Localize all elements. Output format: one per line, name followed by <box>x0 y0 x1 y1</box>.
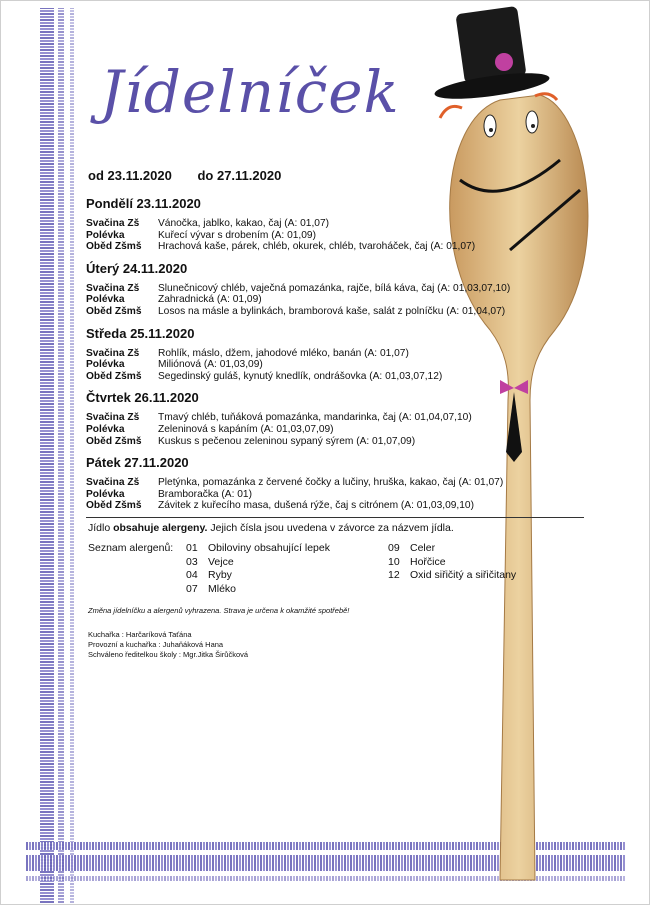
menu-day <box>86 259 586 318</box>
left-stripe-thin <box>70 8 74 903</box>
day-heading: Úterý 24.11.2020 <box>86 260 188 276</box>
meal-label: Oběd Zšmš <box>86 241 142 253</box>
note-bold: obsahuje alergeny. <box>113 522 208 534</box>
allergen-name: Hořčice <box>410 555 446 568</box>
meal-dish: Kuřecí vývar s drobením (A: 01,09) <box>158 229 316 241</box>
staff-line: Kuchařka : Harčaríková Taťána <box>88 630 192 639</box>
meal-dish: Tmavý chléb, tuňáková pomazánka, mandarinka, čaj (A: 01,04,07,10) <box>158 412 472 424</box>
date-range <box>88 168 303 183</box>
allergen-item <box>186 583 330 597</box>
menu-day <box>86 324 586 383</box>
allergen-name: Vejce <box>208 555 234 568</box>
menu-row <box>86 230 586 242</box>
meal-dish: Slunečnicový chléb, vaječná pomazánka, rajče, bílá káva, čaj (A: 01,03,07,10) <box>158 282 511 294</box>
allergen-number: 03 <box>186 555 198 568</box>
meal-label: Svačina Zš <box>86 282 140 294</box>
menu-row <box>86 424 586 436</box>
menu-row <box>86 241 586 253</box>
staff-line: Provozní a kuchařka : Juhaňáková Hana <box>88 640 224 649</box>
day-heading: Pondělí 23.11.2020 <box>86 196 201 211</box>
allergen-item <box>186 556 330 570</box>
meal-label: Polévka <box>86 229 125 241</box>
separator-line <box>86 517 584 518</box>
menu-row <box>86 306 586 318</box>
day-heading: Čtvrtek 26.11.2020 <box>86 390 199 406</box>
meal-label: Oběd Zšmš <box>86 305 142 317</box>
menu-row <box>86 412 586 424</box>
allergen-item <box>186 542 330 556</box>
allergen-note <box>88 522 454 534</box>
meal-dish: Losos na másle a bylinkách, bramborová kaše, salát z polníčku (A: 01,04,07) <box>158 305 506 317</box>
allergen-number: 09 <box>388 542 400 554</box>
meal-label: Svačina Zš <box>86 477 140 489</box>
meal-dish: Zeleninová s kapáním (A: 01,03,07,09) <box>158 423 334 435</box>
allergen-item <box>186 569 330 583</box>
menu-row <box>86 500 586 512</box>
menu-day <box>86 388 586 447</box>
meal-label: Polévka <box>86 294 125 306</box>
meal-dish: Závitek z kuřecího masa, dušená rýže, čaj s citrónem (A: 01,03,09,10) <box>158 500 474 512</box>
disclaimer: Změna jídelníčku a alergenů vyhrazena. Strava je určena k okamžité spotřebě! <box>88 606 350 615</box>
menu-day <box>86 453 586 512</box>
meal-label: Oběd Zšmš <box>86 500 142 512</box>
allergen-name: Oxid siřičitý a siřičitany <box>410 569 517 581</box>
menu-day <box>86 194 586 253</box>
menu-row <box>86 371 586 383</box>
meal-label: Svačina Zš <box>86 218 140 229</box>
allergen-item <box>388 569 516 583</box>
meal-dish: Zahradnická (A: 01,09) <box>158 294 262 306</box>
page-title: Jídelníček <box>100 58 400 126</box>
allergen-number: 07 <box>186 582 198 595</box>
note-rest: Jejich čísla jsou uvedena v závorce za názvem jídla. <box>207 522 454 534</box>
menu-row <box>86 283 586 295</box>
allergen-name: Ryby <box>208 569 232 581</box>
left-stripe-outer <box>40 8 54 903</box>
allergen-name: Celer <box>410 542 436 554</box>
menu-row <box>86 218 586 230</box>
allergens-list-right <box>388 542 516 583</box>
allergens-list-left <box>186 542 330 596</box>
menu-row <box>86 359 586 371</box>
meal-dish: Kuskus s pečenou zeleninou sypaný sýrem (A: 01,07,09) <box>158 435 416 447</box>
allergen-name: Obiloviny obsahující lepek <box>208 542 330 554</box>
left-stripe-inner <box>58 8 64 903</box>
allergen-name: Mléko <box>208 582 237 595</box>
allergens-label: Seznam alergenů: <box>88 542 174 554</box>
meal-dish: Vánočka, jablko, kakao, čaj (A: 01,07) <box>158 218 330 229</box>
meal-label: Oběd Zšmš <box>86 435 142 447</box>
menu-row <box>86 489 586 501</box>
meal-label: Svačina Zš <box>86 412 140 424</box>
menu-row <box>86 348 586 360</box>
staff-line: Schváleno ředitelkou školy : Mgr.Jitka Širůčková <box>88 650 249 659</box>
meal-dish: Bramboračka (A: 01) <box>158 488 252 500</box>
allergen-item <box>388 542 516 556</box>
allergen-number: 01 <box>186 542 198 554</box>
date-to: do 27.11.2020 <box>197 168 282 183</box>
allergen-number: 12 <box>388 569 400 581</box>
meal-dish: Hrachová kaše, párek, chléb, okurek, chléb, tvaroháček, čaj (A: 01,07) <box>158 241 476 253</box>
allergen-item <box>388 556 516 570</box>
menu-row <box>86 294 586 306</box>
menu-row <box>86 477 586 489</box>
staff-list <box>88 630 248 660</box>
meal-dish: Rohlík, máslo, džem, jahodové mléko, banán (A: 01,07) <box>158 347 409 359</box>
date-from: od 23.11.2020 <box>88 168 172 183</box>
meal-dish: Pletýnka, pomazánka z červené čočky a lučiny, hruška, kakao, čaj (A: 01,07) <box>158 477 504 489</box>
allergen-number: 10 <box>388 555 400 568</box>
day-heading: Středa 25.11.2020 <box>86 325 195 341</box>
day-heading: Pátek 27.11.2020 <box>86 455 189 471</box>
meal-label: Oběd Zšmš <box>86 370 142 382</box>
note-prefix: Jídlo <box>88 522 114 534</box>
meal-dish: Segedinský guláš, kynutý knedlík, ondrášovka (A: 01,03,07,12) <box>158 370 443 382</box>
weekly-menu <box>86 194 586 518</box>
meal-dish: Miliónová (A: 01,03,09) <box>158 359 263 371</box>
meal-label: Polévka <box>86 488 125 500</box>
menu-row <box>86 436 586 448</box>
meal-label: Polévka <box>86 423 125 435</box>
allergen-number: 04 <box>186 569 198 581</box>
meal-label: Svačina Zš <box>86 347 140 359</box>
meal-label: Polévka <box>86 359 125 371</box>
